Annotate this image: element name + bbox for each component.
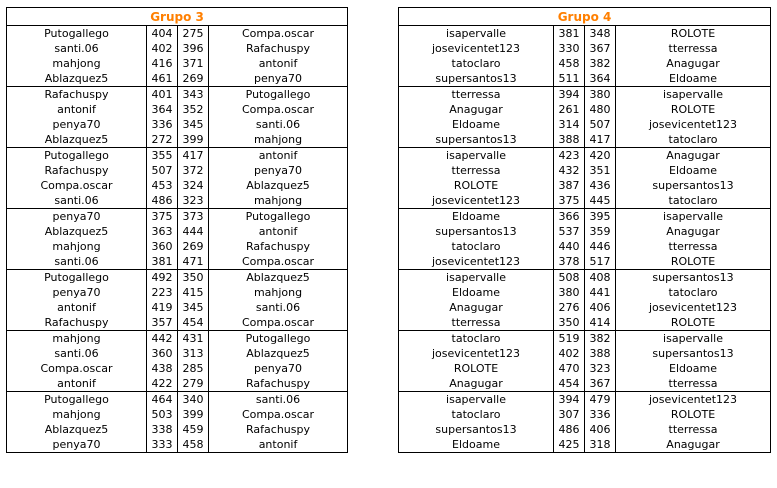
match-row bbox=[399, 300, 771, 315]
home-player: tterressa bbox=[399, 163, 554, 178]
away-score: 417 bbox=[585, 132, 616, 148]
match-row bbox=[7, 163, 348, 178]
away-score: 441 bbox=[585, 285, 616, 300]
home-score: 360 bbox=[147, 346, 178, 361]
match-row bbox=[399, 117, 771, 132]
away-player: penya70 bbox=[209, 163, 348, 178]
home-score: 442 bbox=[147, 331, 178, 347]
home-score: 272 bbox=[147, 132, 178, 148]
home-player: antonif bbox=[7, 300, 147, 315]
home-score: 223 bbox=[147, 285, 178, 300]
match-row bbox=[399, 437, 771, 453]
away-player: Eldoame bbox=[616, 71, 771, 87]
home-player: penya70 bbox=[7, 209, 147, 225]
home-player: penya70 bbox=[7, 117, 147, 132]
away-player: Anagugar bbox=[616, 437, 771, 453]
home-score: 507 bbox=[147, 163, 178, 178]
home-player: josevicentet123 bbox=[399, 346, 554, 361]
match-row bbox=[7, 148, 348, 164]
away-player: tatoclaro bbox=[616, 193, 771, 209]
away-score: 350 bbox=[178, 270, 209, 286]
away-score: 372 bbox=[178, 163, 209, 178]
match-row bbox=[7, 270, 348, 286]
match-row bbox=[399, 178, 771, 193]
away-score: 382 bbox=[585, 56, 616, 71]
away-score: 351 bbox=[585, 163, 616, 178]
home-player: tatoclaro bbox=[399, 331, 554, 347]
home-score: 470 bbox=[554, 361, 585, 376]
home-score: 453 bbox=[147, 178, 178, 193]
home-player: isapervalle bbox=[399, 270, 554, 286]
match-row bbox=[7, 209, 348, 225]
home-player: Ablazquez5 bbox=[7, 422, 147, 437]
away-player: mahjong bbox=[209, 193, 348, 209]
match-row bbox=[399, 361, 771, 376]
home-player: mahjong bbox=[7, 331, 147, 347]
away-score: 275 bbox=[178, 26, 209, 42]
home-player: penya70 bbox=[7, 285, 147, 300]
match-row bbox=[7, 361, 348, 376]
home-player: Putogallego bbox=[7, 148, 147, 164]
home-score: 378 bbox=[554, 254, 585, 270]
away-score: 313 bbox=[178, 346, 209, 361]
match-row bbox=[7, 87, 348, 103]
home-score: 355 bbox=[147, 148, 178, 164]
away-player: antonif bbox=[209, 148, 348, 164]
away-score: 408 bbox=[585, 270, 616, 286]
away-player: tterressa bbox=[616, 41, 771, 56]
home-score: 454 bbox=[554, 376, 585, 392]
away-player: ROLOTE bbox=[616, 407, 771, 422]
home-player: Rafachuspy bbox=[7, 87, 147, 103]
home-score: 338 bbox=[147, 422, 178, 437]
match-row bbox=[7, 41, 348, 56]
match-row bbox=[399, 193, 771, 209]
match-row bbox=[399, 270, 771, 286]
away-player: Rafachuspy bbox=[209, 422, 348, 437]
away-player: ROLOTE bbox=[616, 254, 771, 270]
away-score: 431 bbox=[178, 331, 209, 347]
match-row bbox=[399, 315, 771, 331]
away-player: Ablazquez5 bbox=[209, 178, 348, 193]
home-score: 276 bbox=[554, 300, 585, 315]
away-player: santi.06 bbox=[209, 300, 348, 315]
away-score: 336 bbox=[585, 407, 616, 422]
away-player: santi.06 bbox=[209, 392, 348, 408]
away-player: antonif bbox=[209, 437, 348, 453]
away-score: 446 bbox=[585, 239, 616, 254]
home-player: Putogallego bbox=[7, 26, 147, 42]
away-player: Ablazquez5 bbox=[209, 346, 348, 361]
away-score: 471 bbox=[178, 254, 209, 270]
match-row bbox=[7, 239, 348, 254]
match-row bbox=[399, 102, 771, 117]
away-player: Anagugar bbox=[616, 56, 771, 71]
away-player: penya70 bbox=[209, 361, 348, 376]
away-score: 359 bbox=[585, 224, 616, 239]
away-score: 399 bbox=[178, 132, 209, 148]
away-score: 348 bbox=[585, 26, 616, 42]
home-score: 380 bbox=[554, 285, 585, 300]
home-player: Ablazquez5 bbox=[7, 224, 147, 239]
home-player: mahjong bbox=[7, 407, 147, 422]
group-4-table bbox=[398, 7, 771, 453]
match-row bbox=[399, 26, 771, 42]
home-score: 486 bbox=[554, 422, 585, 437]
home-player: santi.06 bbox=[7, 346, 147, 361]
home-player: ROLOTE bbox=[399, 361, 554, 376]
away-score: 382 bbox=[585, 331, 616, 347]
home-score: 360 bbox=[147, 239, 178, 254]
away-player: tatoclaro bbox=[616, 285, 771, 300]
home-player: santi.06 bbox=[7, 254, 147, 270]
group-title: Grupo 4 bbox=[399, 8, 771, 26]
away-score: 345 bbox=[178, 117, 209, 132]
home-player: Rafachuspy bbox=[7, 315, 147, 331]
home-score: 511 bbox=[554, 71, 585, 87]
match-row bbox=[399, 239, 771, 254]
away-player: Eldoame bbox=[616, 361, 771, 376]
away-score: 517 bbox=[585, 254, 616, 270]
match-row bbox=[7, 300, 348, 315]
home-player: tatoclaro bbox=[399, 239, 554, 254]
home-player: josevicentet123 bbox=[399, 193, 554, 209]
home-player: supersantos13 bbox=[399, 132, 554, 148]
away-player: Rafachuspy bbox=[209, 376, 348, 392]
away-player: Anagugar bbox=[616, 224, 771, 239]
away-score: 388 bbox=[585, 346, 616, 361]
away-player: Compa.oscar bbox=[209, 102, 348, 117]
home-score: 440 bbox=[554, 239, 585, 254]
match-row bbox=[7, 178, 348, 193]
away-score: 364 bbox=[585, 71, 616, 87]
home-player: Ablazquez5 bbox=[7, 132, 147, 148]
match-row bbox=[7, 224, 348, 239]
away-player: Anagugar bbox=[616, 148, 771, 164]
away-score: 285 bbox=[178, 361, 209, 376]
match-row bbox=[399, 87, 771, 103]
away-score: 324 bbox=[178, 178, 209, 193]
away-player: josevicentet123 bbox=[616, 300, 771, 315]
home-score: 461 bbox=[147, 71, 178, 87]
match-row bbox=[399, 331, 771, 347]
away-score: 380 bbox=[585, 87, 616, 103]
away-score: 480 bbox=[585, 102, 616, 117]
match-row bbox=[7, 285, 348, 300]
home-score: 333 bbox=[147, 437, 178, 453]
away-score: 395 bbox=[585, 209, 616, 225]
home-score: 458 bbox=[554, 56, 585, 71]
home-score: 401 bbox=[147, 87, 178, 103]
home-player: Putogallego bbox=[7, 392, 147, 408]
home-score: 375 bbox=[554, 193, 585, 209]
away-score: 458 bbox=[178, 437, 209, 453]
home-score: 519 bbox=[554, 331, 585, 347]
home-score: 503 bbox=[147, 407, 178, 422]
match-rows bbox=[7, 26, 348, 453]
away-player: Compa.oscar bbox=[209, 315, 348, 331]
away-score: 406 bbox=[585, 422, 616, 437]
home-player: josevicentet123 bbox=[399, 41, 554, 56]
home-score: 336 bbox=[147, 117, 178, 132]
home-player: Putogallego bbox=[7, 270, 147, 286]
away-player: tterressa bbox=[616, 376, 771, 392]
home-score: 486 bbox=[147, 193, 178, 209]
home-score: 416 bbox=[147, 56, 178, 71]
away-score: 367 bbox=[585, 41, 616, 56]
home-player: Eldoame bbox=[399, 209, 554, 225]
match-row bbox=[399, 422, 771, 437]
away-score: 269 bbox=[178, 239, 209, 254]
away-score: 420 bbox=[585, 148, 616, 164]
home-score: 375 bbox=[147, 209, 178, 225]
match-row bbox=[7, 331, 348, 347]
away-player: tterressa bbox=[616, 239, 771, 254]
home-player: penya70 bbox=[7, 437, 147, 453]
away-score: 399 bbox=[178, 407, 209, 422]
match-row bbox=[399, 254, 771, 270]
match-row bbox=[7, 117, 348, 132]
home-score: 492 bbox=[147, 270, 178, 286]
group-4-panel bbox=[398, 7, 771, 453]
match-row bbox=[7, 437, 348, 453]
home-score: 422 bbox=[147, 376, 178, 392]
home-player: antonif bbox=[7, 102, 147, 117]
away-player: antonif bbox=[209, 56, 348, 71]
home-player: isapervalle bbox=[399, 392, 554, 408]
away-score: 459 bbox=[178, 422, 209, 437]
home-player: Eldoame bbox=[399, 437, 554, 453]
match-row bbox=[399, 376, 771, 392]
home-score: 438 bbox=[147, 361, 178, 376]
away-score: 507 bbox=[585, 117, 616, 132]
away-player: mahjong bbox=[209, 132, 348, 148]
home-player: Anagugar bbox=[399, 300, 554, 315]
home-player: Eldoame bbox=[399, 285, 554, 300]
away-score: 417 bbox=[178, 148, 209, 164]
home-player: mahjong bbox=[7, 56, 147, 71]
away-player: ROLOTE bbox=[616, 315, 771, 331]
match-row bbox=[399, 41, 771, 56]
home-player: Rafachuspy bbox=[7, 163, 147, 178]
away-score: 406 bbox=[585, 300, 616, 315]
away-score: 340 bbox=[178, 392, 209, 408]
away-player: Putogallego bbox=[209, 209, 348, 225]
away-score: 373 bbox=[178, 209, 209, 225]
away-player: Rafachuspy bbox=[209, 239, 348, 254]
home-score: 402 bbox=[147, 41, 178, 56]
away-score: 479 bbox=[585, 392, 616, 408]
match-row bbox=[399, 148, 771, 164]
home-player: josevicentet123 bbox=[399, 254, 554, 270]
away-score: 371 bbox=[178, 56, 209, 71]
home-score: 432 bbox=[554, 163, 585, 178]
home-player: Compa.oscar bbox=[7, 361, 147, 376]
away-player: Compa.oscar bbox=[209, 407, 348, 422]
away-player: Ablazquez5 bbox=[209, 270, 348, 286]
home-score: 419 bbox=[147, 300, 178, 315]
away-score: 279 bbox=[178, 376, 209, 392]
away-score: 415 bbox=[178, 285, 209, 300]
match-row bbox=[399, 285, 771, 300]
home-score: 261 bbox=[554, 102, 585, 117]
home-score: 404 bbox=[147, 26, 178, 42]
match-row bbox=[399, 56, 771, 71]
home-score: 350 bbox=[554, 315, 585, 331]
away-player: tatoclaro bbox=[616, 132, 771, 148]
away-player: mahjong bbox=[209, 285, 348, 300]
home-score: 423 bbox=[554, 148, 585, 164]
away-player: Putogallego bbox=[209, 87, 348, 103]
away-score: 444 bbox=[178, 224, 209, 239]
home-player: Compa.oscar bbox=[7, 178, 147, 193]
match-row bbox=[399, 71, 771, 87]
away-score: 345 bbox=[178, 300, 209, 315]
away-player: antonif bbox=[209, 224, 348, 239]
home-player: Ablazquez5 bbox=[7, 71, 147, 87]
match-row bbox=[7, 346, 348, 361]
away-player: ROLOTE bbox=[616, 102, 771, 117]
match-row bbox=[7, 102, 348, 117]
away-score: 323 bbox=[178, 193, 209, 209]
home-score: 464 bbox=[147, 392, 178, 408]
home-score: 388 bbox=[554, 132, 585, 148]
away-player: supersantos13 bbox=[616, 346, 771, 361]
match-row bbox=[7, 132, 348, 148]
away-score: 352 bbox=[178, 102, 209, 117]
match-row bbox=[7, 407, 348, 422]
match-row bbox=[399, 346, 771, 361]
home-player: Anagugar bbox=[399, 376, 554, 392]
away-player: Rafachuspy bbox=[209, 41, 348, 56]
away-player: tterressa bbox=[616, 422, 771, 437]
away-score: 323 bbox=[585, 361, 616, 376]
home-player: santi.06 bbox=[7, 41, 147, 56]
home-player: Eldoame bbox=[399, 117, 554, 132]
away-player: Compa.oscar bbox=[209, 254, 348, 270]
match-row bbox=[7, 392, 348, 408]
home-player: tatoclaro bbox=[399, 407, 554, 422]
home-score: 381 bbox=[147, 254, 178, 270]
home-player: tterressa bbox=[399, 315, 554, 331]
away-player: isapervalle bbox=[616, 209, 771, 225]
away-score: 269 bbox=[178, 71, 209, 87]
match-row bbox=[399, 224, 771, 239]
home-score: 402 bbox=[554, 346, 585, 361]
home-score: 394 bbox=[554, 392, 585, 408]
away-player: Putogallego bbox=[209, 331, 348, 347]
home-player: Anagugar bbox=[399, 102, 554, 117]
home-player: supersantos13 bbox=[399, 422, 554, 437]
home-score: 425 bbox=[554, 437, 585, 453]
away-player: isapervalle bbox=[616, 87, 771, 103]
away-score: 343 bbox=[178, 87, 209, 103]
home-player: tterressa bbox=[399, 87, 554, 103]
away-score: 318 bbox=[585, 437, 616, 453]
away-player: josevicentet123 bbox=[616, 117, 771, 132]
home-score: 363 bbox=[147, 224, 178, 239]
home-player: tatoclaro bbox=[399, 56, 554, 71]
match-row bbox=[399, 132, 771, 148]
match-row bbox=[399, 209, 771, 225]
match-rows bbox=[399, 26, 771, 453]
home-player: supersantos13 bbox=[399, 224, 554, 239]
group-3-panel bbox=[6, 7, 348, 453]
match-row bbox=[399, 163, 771, 178]
home-player: isapervalle bbox=[399, 26, 554, 42]
match-row bbox=[7, 315, 348, 331]
home-player: antonif bbox=[7, 376, 147, 392]
home-score: 307 bbox=[554, 407, 585, 422]
away-player: josevicentet123 bbox=[616, 392, 771, 408]
home-score: 387 bbox=[554, 178, 585, 193]
home-player: supersantos13 bbox=[399, 71, 554, 87]
home-score: 364 bbox=[147, 102, 178, 117]
match-row bbox=[7, 71, 348, 87]
away-player: Compa.oscar bbox=[209, 26, 348, 42]
away-score: 436 bbox=[585, 178, 616, 193]
home-score: 330 bbox=[554, 41, 585, 56]
home-player: santi.06 bbox=[7, 193, 147, 209]
group-3-table bbox=[6, 7, 348, 453]
match-row bbox=[399, 407, 771, 422]
home-score: 357 bbox=[147, 315, 178, 331]
away-score: 445 bbox=[585, 193, 616, 209]
away-score: 367 bbox=[585, 376, 616, 392]
home-score: 381 bbox=[554, 26, 585, 42]
away-score: 414 bbox=[585, 315, 616, 331]
home-player: isapervalle bbox=[399, 148, 554, 164]
match-row bbox=[7, 56, 348, 71]
match-row bbox=[7, 254, 348, 270]
group-title: Grupo 3 bbox=[7, 8, 348, 26]
match-row bbox=[7, 193, 348, 209]
home-score: 394 bbox=[554, 87, 585, 103]
home-score: 537 bbox=[554, 224, 585, 239]
home-score: 508 bbox=[554, 270, 585, 286]
away-player: supersantos13 bbox=[616, 178, 771, 193]
away-player: Eldoame bbox=[616, 163, 771, 178]
away-player: penya70 bbox=[209, 71, 348, 87]
match-row bbox=[399, 392, 771, 408]
away-score: 454 bbox=[178, 315, 209, 331]
home-score: 366 bbox=[554, 209, 585, 225]
away-player: ROLOTE bbox=[616, 26, 771, 42]
home-score: 314 bbox=[554, 117, 585, 132]
match-row bbox=[7, 376, 348, 392]
home-player: ROLOTE bbox=[399, 178, 554, 193]
away-score: 396 bbox=[178, 41, 209, 56]
match-row bbox=[7, 26, 348, 42]
home-player: mahjong bbox=[7, 239, 147, 254]
away-player: santi.06 bbox=[209, 117, 348, 132]
match-row bbox=[7, 422, 348, 437]
away-player: isapervalle bbox=[616, 331, 771, 347]
away-player: supersantos13 bbox=[616, 270, 771, 286]
